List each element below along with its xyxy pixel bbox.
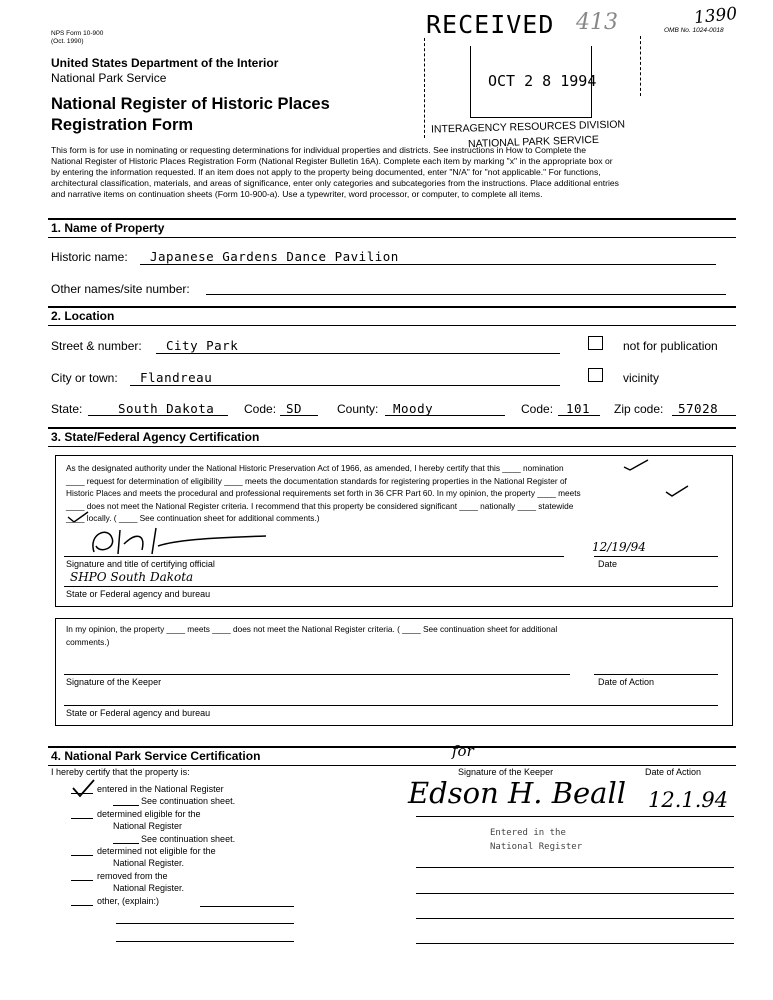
agency-handwritten: SHPO South Dakota xyxy=(70,570,194,584)
keeper-signature: Edson H. Beall xyxy=(408,776,627,810)
entered-check-mark xyxy=(70,778,100,800)
nps-keeper-label: Signature of the Keeper xyxy=(458,767,554,777)
street-label: Street & number: xyxy=(51,339,142,353)
state-agency-label-2: State or Federal agency and bureau xyxy=(66,708,211,718)
intro-line: and narrative items on continuation sheets (Form 10-900-a). Use a typewriter, word processor, or computer, to complete all items. xyxy=(51,189,543,199)
department: United States Department of the Interior xyxy=(51,56,279,70)
stamp-division: INTERAGENCY RESOURCES DIVISION xyxy=(430,118,626,136)
intro-line: National Register of Historic Places Registration Form (National Register Bulletin 16A). Complete each item by marking "x" in the appropriate box or xyxy=(51,156,613,166)
vicinity-label: vicinity xyxy=(623,371,660,385)
stamp-date: OCT 2 8 1994 xyxy=(488,72,597,90)
intro-text xyxy=(51,145,731,200)
entered-stamp-line2: National Register xyxy=(490,842,583,852)
eligible-option[interactable]: determined eligible for the xyxy=(51,808,301,820)
stamp-received: RECEIVED xyxy=(426,10,555,39)
certifying-signature-label: Signature and title of certifying official xyxy=(66,559,215,569)
opinion-line: comments.) xyxy=(66,636,110,647)
cert-line: Historic Places and meets the procedural and professional requirements set forth in 36 CFR Part 60. In my opinion, the property ____ meets xyxy=(66,488,581,498)
received-stamp xyxy=(424,8,646,151)
form-title: National Register of Historic Places xyxy=(51,95,330,113)
historic-name-value[interactable]: Japanese Gardens Dance Pavilion xyxy=(150,249,399,264)
vicinity-checkbox[interactable] xyxy=(588,368,603,382)
keeper-opinion-box xyxy=(55,618,733,726)
city-value[interactable]: Flandreau xyxy=(140,370,213,385)
section-3-heading: 3. State/Federal Agency Certification xyxy=(51,430,260,444)
state-label: State: xyxy=(51,402,83,416)
nps-options: entered in the National Register See continuation sheet. determined eligible for the National Register See continuation sheet. determined not eligible for the National Register. removed from the National Register. other, (explain:) xyxy=(51,783,301,907)
street-value[interactable]: City Park xyxy=(166,338,239,353)
form-date: (Oct. 1990) xyxy=(51,38,84,45)
nps-action-date: 12.1.94 xyxy=(648,788,729,812)
keeper-signature-label: Signature of the Keeper xyxy=(66,677,162,687)
cert-line: As the designated authority under the National Historic Preservation Act of 1966, as amended, I hereby certify that this ____ nomination xyxy=(66,463,564,473)
county-value[interactable]: Moody xyxy=(393,401,434,416)
cert-line: ____ request for determination of eligibility ____ meets the documentation standards for registering properties in the National Register of xyxy=(66,475,567,486)
cert-line: ____ locally. ( ____ See continuation sheet for additional comments.) xyxy=(66,513,320,523)
meets-check-mark xyxy=(664,484,690,498)
not-for-publication-label: not for publication xyxy=(623,339,718,353)
not-for-publication-checkbox[interactable] xyxy=(588,336,603,350)
intro-line: architectural classification, materials, and areas of significance, enter only categories and subcategories from the instructions. Place additional entries xyxy=(51,178,619,188)
for-handwritten: for xyxy=(452,742,474,760)
date-of-action-label: Date of Action xyxy=(598,677,655,687)
opinion-line: In my opinion, the property ____ meets ____ does not meet the National Register criteria. ( ____ See continuation sheet for additional xyxy=(66,624,558,634)
section-2-heading: 2. Location xyxy=(51,309,115,323)
nps-date-of-action-label: Date of Action xyxy=(645,767,702,777)
nomination-check-mark xyxy=(622,458,650,472)
state-value[interactable]: South Dakota xyxy=(118,401,215,416)
form-subtitle: Registration Form xyxy=(51,116,194,134)
stamp-service: NATIONAL PARK SERVICE xyxy=(467,133,600,151)
state-certification-box xyxy=(55,455,733,607)
zip-value[interactable]: 57028 xyxy=(678,401,719,416)
intro-line: by entering the information requested. If an item does not apply to the property being documented, enter "N/A" for "not applicable." For functions, xyxy=(51,167,601,177)
continuation-option[interactable]: See continuation sheet. xyxy=(51,795,301,807)
state-code-value[interactable]: SD xyxy=(286,401,303,416)
entered-stamp-line1: Entered in the xyxy=(490,828,566,838)
state-agency-label: State or Federal agency and bureau xyxy=(66,589,211,599)
handwritten-corner-number: 1390 xyxy=(693,3,739,29)
certifying-signature xyxy=(86,524,276,560)
other-option[interactable]: other, (explain:) xyxy=(51,895,301,907)
other-names-label: Other names/site number: xyxy=(51,282,190,296)
certification-date-label: Date xyxy=(598,559,618,569)
county-label: County: xyxy=(337,402,379,416)
entered-option[interactable]: entered in the National Register xyxy=(51,783,301,795)
state-code-label: Code: xyxy=(244,402,277,416)
locally-check-mark xyxy=(66,510,90,524)
county-code-value[interactable]: 101 xyxy=(566,401,591,416)
omb-number: OMB No. 1024-0018 xyxy=(664,27,724,34)
zip-label: Zip code: xyxy=(614,402,664,416)
removed-option[interactable]: removed from the xyxy=(51,870,301,882)
not-eligible-option[interactable]: determined not eligible for the xyxy=(51,845,301,857)
city-label: City or town: xyxy=(51,371,118,385)
stamp-received-mark: 413 xyxy=(576,10,618,35)
opinion-text xyxy=(66,623,726,648)
intro-line: This form is for use in nominating or requesting determinations for individual properties and districts. See instructions in How to Complete the xyxy=(51,145,586,155)
form-number: NPS Form 10-900 xyxy=(51,30,104,37)
historic-name-label: Historic name: xyxy=(51,250,128,264)
section-4-heading: 4. National Park Service Certification xyxy=(51,749,261,763)
section-1-heading: 1. Name of Property xyxy=(51,221,165,235)
county-code-label: Code: xyxy=(521,402,554,416)
certification-date-value: 12/19/94 xyxy=(592,540,646,554)
continuation-option-2[interactable]: See continuation sheet. xyxy=(51,833,301,845)
nps-certify-text: I hereby certify that the property is: xyxy=(51,767,190,777)
cert-line: ____ does not meet the National Register criteria. I recommend that this property be considered significant ____ nationally ____ statewide xyxy=(66,500,574,511)
agency: National Park Service xyxy=(51,71,167,85)
